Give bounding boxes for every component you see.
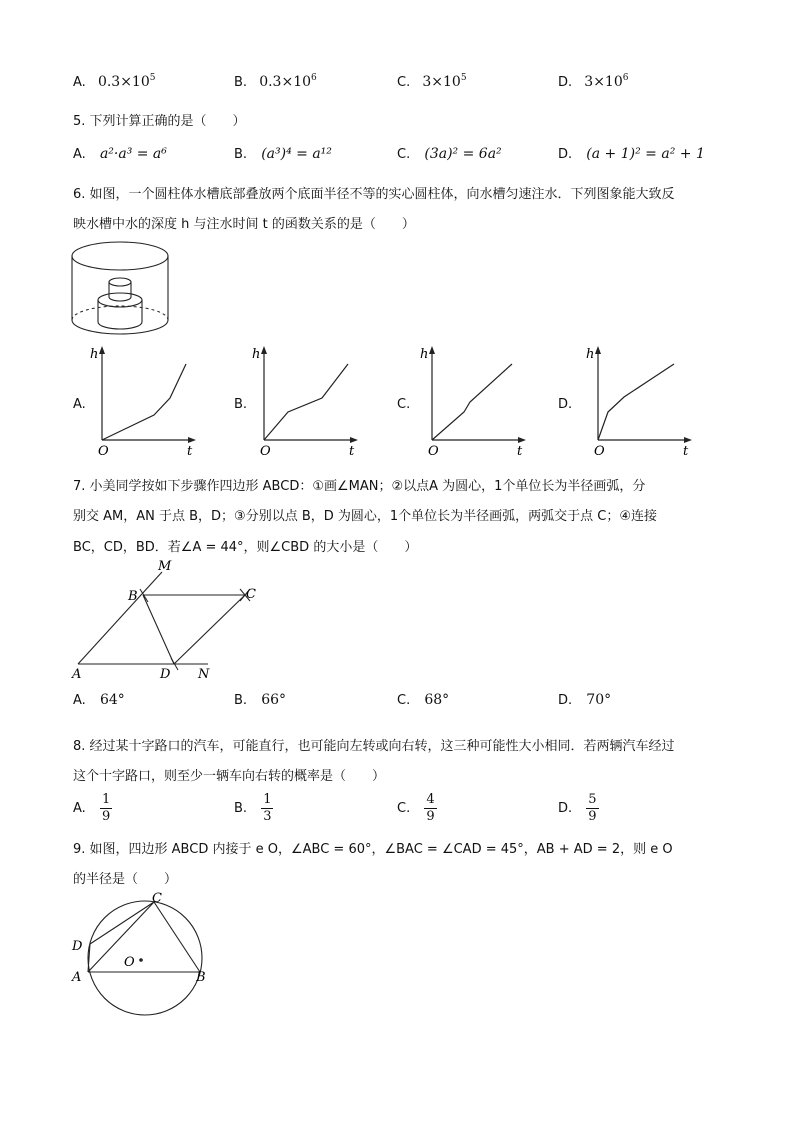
q8-line2: 这个十字路口，则至少一辆车向右转的概率是（ ）	[73, 769, 386, 784]
option-value: $3\times 10^5$	[422, 73, 467, 90]
q8-option-a[interactable]	[73, 792, 112, 825]
option-label: A.	[73, 75, 86, 90]
label-b: B	[128, 589, 138, 604]
q6-tank-figure	[68, 240, 172, 340]
svg-text:O: O	[260, 444, 271, 459]
option-label: C.	[397, 693, 411, 708]
q9-circle-figure	[68, 888, 218, 1018]
label-d: D	[160, 667, 171, 682]
label-c: C	[246, 587, 256, 602]
q6-option-c-label[interactable]: C.	[397, 397, 411, 412]
q4-option-d[interactable]	[558, 74, 628, 90]
origin-label: O	[98, 444, 109, 459]
label-m: M	[158, 559, 172, 574]
q5-option-a[interactable]	[73, 146, 167, 162]
q6-option-a-label[interactable]: A.	[73, 397, 86, 412]
x-axis-label: t	[187, 444, 193, 459]
option-label: B.	[234, 693, 248, 708]
option-label: A.	[73, 693, 86, 708]
fraction: $\frac{5}{9}$	[588, 792, 597, 824]
option-value: (a³)⁴ = a¹²	[261, 146, 332, 162]
option-value: $0.3\times 10^5$	[97, 73, 156, 90]
option-label: B.	[234, 75, 248, 90]
q9-line2: 的半径是（ ）	[73, 872, 178, 887]
option-label: B.	[234, 147, 248, 162]
q7-line2: 别交 AM，AN 于点 B，D；③分别以点 B，D 为圆心，1个单位长为半径画弧，两弧交于点 C；④连接	[73, 509, 658, 524]
option-label: C.	[397, 801, 411, 816]
q4-option-a[interactable]	[73, 74, 155, 90]
svg-text:h: h	[252, 347, 261, 362]
option-label: D.	[558, 801, 573, 816]
label-b: B	[196, 970, 206, 985]
svg-text:O: O	[594, 444, 605, 459]
svg-text:t: t	[349, 444, 355, 459]
q8-option-d[interactable]	[558, 792, 599, 825]
option-value: (a + 1)² = a² + 1	[586, 146, 705, 162]
q7-option-c[interactable]	[397, 692, 449, 708]
option-label: B.	[234, 801, 248, 816]
q5-stem: 5. 下列计算正确的是（ ）	[73, 114, 246, 129]
label-c: C	[152, 891, 162, 906]
option-label: D.	[558, 147, 573, 162]
q5-option-c[interactable]	[397, 146, 502, 162]
option-label: A.	[73, 147, 86, 162]
q8-option-c[interactable]	[397, 792, 437, 825]
option-label: C.	[397, 147, 411, 162]
svg-text:h: h	[586, 347, 595, 362]
q9-line1: 9. 如图，四边形 ABCD 内接于 e O，∠ABC = 60°，∠BAC = ∠CAD = 45°，AB + AD = 2，则 e O	[73, 842, 673, 857]
svg-text:h: h	[420, 347, 429, 362]
label-d: D	[72, 939, 83, 954]
option-label: C.	[397, 75, 411, 90]
q4-option-c[interactable]	[397, 74, 467, 90]
q7-option-a[interactable]	[73, 692, 125, 708]
option-value: 70°	[586, 692, 612, 708]
fraction: $\frac{4}{9}$	[426, 792, 435, 824]
q6-graph-a[interactable]	[88, 340, 200, 459]
q5-option-d[interactable]	[558, 146, 705, 162]
y-axis-label: h	[90, 347, 99, 362]
label-o: O	[124, 955, 135, 970]
label-a: A	[72, 970, 82, 985]
option-label: D.	[558, 75, 573, 90]
q7-line1: 7. 小美同学按如下步骤作四边形 ABCD：①画∠MAN；②以点A 为圆心，1个单位长为半径画弧，分	[73, 479, 646, 494]
option-value: $3\times 10^6$	[584, 73, 629, 90]
q6-option-b-label[interactable]: B.	[234, 397, 248, 412]
option-value: $0.3\times 10^6$	[259, 73, 317, 90]
q6-stem-line2: 映水槽中水的深度 h 与注水时间 t 的函数关系的是（ ）	[73, 217, 415, 232]
label-n: N	[198, 667, 210, 682]
q5-option-b[interactable]	[234, 146, 332, 162]
q6-stem-line1: 6. 如图，一个圆柱体水槽底部叠放两个底面半径不等的实心圆柱体，向水槽匀速注水．下列图象能大致反	[73, 187, 675, 202]
option-value: (3a)² = 6a²	[424, 146, 502, 162]
q7-option-b[interactable]	[234, 692, 286, 708]
q6-option-d-label[interactable]: D.	[558, 397, 573, 412]
option-value: a²·a³ = a⁶	[99, 146, 167, 162]
option-label: D.	[558, 693, 573, 708]
svg-text:t: t	[517, 444, 523, 459]
q8-option-b[interactable]	[234, 792, 273, 825]
option-value: 66°	[261, 692, 287, 708]
q4-option-b[interactable]	[234, 74, 317, 90]
q7-line3: BC，CD，BD．若∠A = 44°，则∠CBD 的大小是（ ）	[73, 540, 418, 555]
label-a: A	[72, 667, 82, 682]
q6-graph-b[interactable]	[250, 340, 362, 459]
q8-line1: 8. 经过某十字路口的汽车，可能直行，也可能向左转或向右转，这三种可能性大小相同．若两辆汽车经过	[73, 739, 675, 754]
fraction: $\frac{1}{3}$	[263, 792, 272, 824]
option-label: A.	[73, 801, 86, 816]
svg-text:O: O	[428, 444, 439, 459]
q7-option-d[interactable]	[558, 692, 611, 708]
q6-graph-d[interactable]	[584, 340, 696, 459]
q7-rhombus-figure	[70, 558, 270, 683]
q6-graph-c[interactable]	[418, 340, 530, 459]
svg-text:t: t	[683, 444, 689, 459]
fraction: $\frac{1}{9}$	[101, 792, 111, 824]
option-value: 64°	[99, 692, 125, 708]
option-value: 68°	[424, 692, 450, 708]
